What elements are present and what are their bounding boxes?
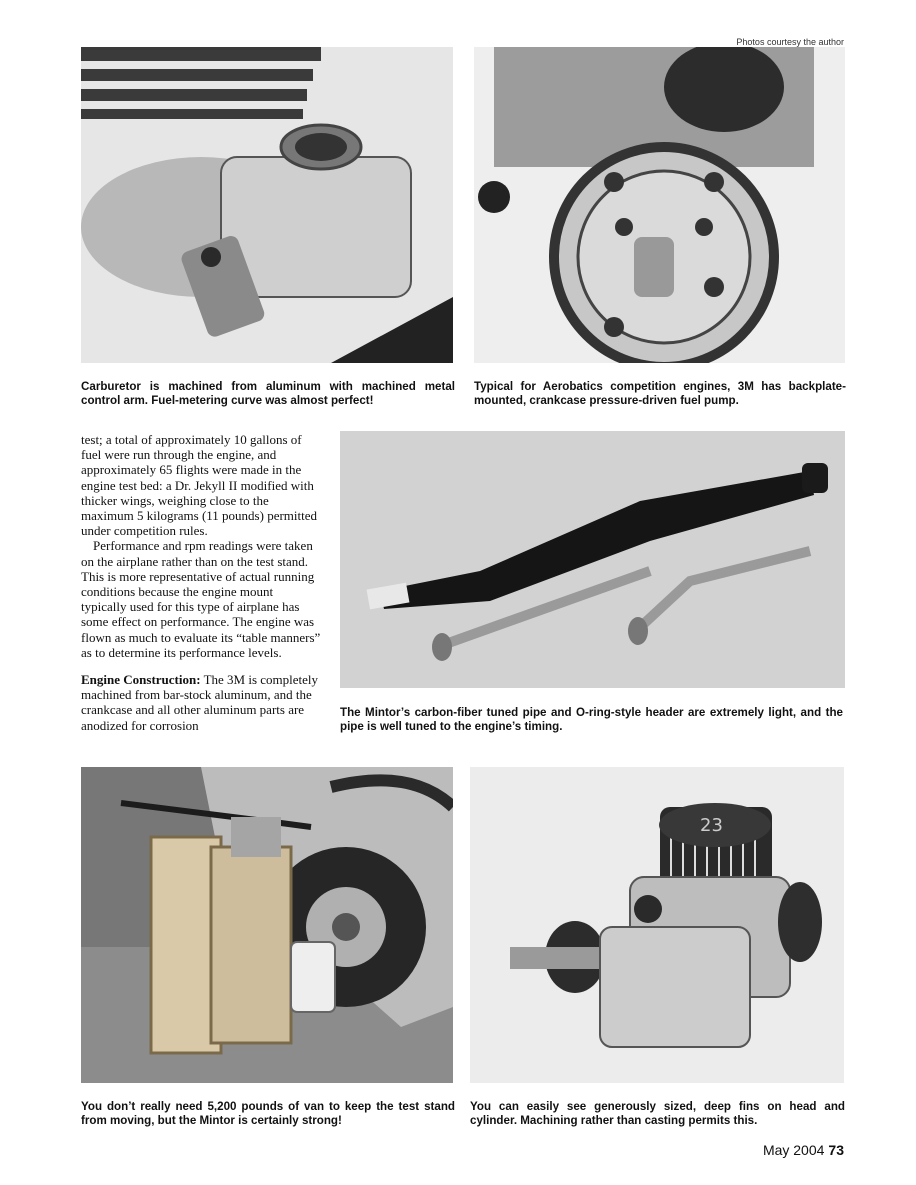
head-number-label: 23 xyxy=(700,815,723,836)
section-heading: Engine Construction: xyxy=(81,672,201,688)
paragraph-text: The 3M is completely machined from bar-stock aluminum, and the crankcase and all other aluminum parts are anodized for corrosion xyxy=(81,672,319,733)
photo-credit: Photos courtesy the author xyxy=(736,37,844,47)
page-number: 73 xyxy=(828,1142,844,1158)
photo-test-stand xyxy=(81,767,453,1083)
caption-tuned-pipe: The Mintor’s carbon-fiber tuned pipe and O-ring-style header are extremely light, and the pipe is well tuned to the engine’s timing. xyxy=(340,706,843,733)
caption-carburetor: Carburetor is machined from aluminum with machined metal control arm. Fuel-metering curve was almost perfect! xyxy=(81,380,455,407)
photo-tuned-pipe xyxy=(340,431,845,688)
paragraph: test; a total of approximately 10 gallons of fuel were run through the engine, and approximately 65 flights were made in the engine test bed: a Dr. Jekyll II modified with thicker wings, weighing close to the maximum 5 kilograms (11 pounds) permitted under competition rules. xyxy=(81,432,318,539)
caption-fuel-pump: Typical for Aerobatics competition engines, 3M has backplate-mounted, crankcase pressure-driven fuel pump. xyxy=(474,380,846,407)
issue-date: May 2004 xyxy=(762,1142,825,1158)
article-text xyxy=(81,432,321,733)
paragraph: Performance and rpm readings were taken on the airplane rather than on the test stand. This is more representative of actual running conditions because the engine mount typically used for this type of airplane has some effect on performance. The engine was flown as much to evaluate its “table manners” as to determine its performance levels. xyxy=(81,538,321,660)
paragraph xyxy=(81,672,321,733)
photo-carburetor xyxy=(81,47,453,363)
caption-test-stand: You don’t really need 5,200 pounds of van to keep the test stand from moving, but the Mintor is certainly strong! xyxy=(81,1100,455,1127)
photo-engine-fins xyxy=(470,767,844,1083)
caption-engine-fins: You can easily see generously sized, deep fins on head and cylinder. Machining rather than casting permits this. xyxy=(470,1100,845,1127)
photo-fuel-pump xyxy=(474,47,845,363)
page-footer xyxy=(763,1142,844,1158)
